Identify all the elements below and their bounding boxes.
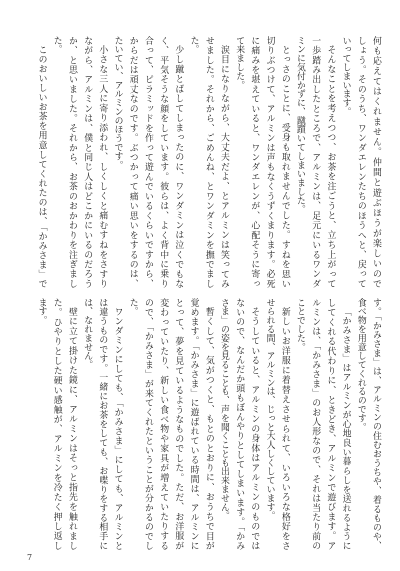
- text-line: せました。それから、ごめんね、とワンダミンを撫でまし: [203, 36, 214, 288]
- text-line: た。ひやりとした硬い感触が、アルミンを冷たく押し返し: [51, 298, 62, 550]
- text-line: そうしていると、アルミンの身体はアルミンのものでは: [249, 306, 260, 550]
- lower-text-block: [33, 298, 383, 550]
- text-line: 何も応えてはくれません。仲間と遊ぶほうが楽しいので: [371, 36, 381, 288]
- text-line: さま」の姿を見ることも、声を聞くことも出来ません。: [218, 298, 229, 521]
- text-line: ます。: [36, 298, 47, 325]
- text-line: た。: [127, 298, 138, 316]
- text-line: とっさのことに、受身も取れませんでした。すねを思い: [279, 44, 290, 288]
- text-line: 変わっていたり、新しい食べ物や家具が増えていたりする: [158, 298, 169, 550]
- text-line: ながら、アルミンは、僕と同じ人はどこかにいるのだろう: [82, 36, 93, 288]
- text-line: た。: [51, 36, 62, 54]
- text-line: たいてい、アルミンのほうです。: [112, 36, 123, 170]
- text-line: は、なれません。: [82, 298, 93, 370]
- text-line: に痛みを堪えていると、ワンダエレンが、心配そうに寄っ: [249, 36, 260, 288]
- text-line: 涙目になりながら、大丈夫だよ、とアルミンは笑ってみ: [218, 44, 229, 288]
- text-line: 覚めます。「かみさま」に遊ばれている時間は、アルミンに: [188, 298, 199, 550]
- text-line: 暫くして、気がつくと、もとのとおりに、おうちで目が: [203, 306, 214, 550]
- text-line: せられる間、アルミンは、じっと大人しくしています。: [264, 298, 275, 521]
- text-line: してくれる代わりに、ときどき、アルミンで遊びます。ア: [325, 298, 336, 550]
- page-number: 7: [27, 553, 33, 562]
- text-line: このおいしいお茶を用意してくれたのは、「かみさま」で: [36, 44, 47, 288]
- text-line: 壁に立て掛けた鏡に、アルミンはそっと指先を触れまし: [66, 306, 77, 550]
- text-line: か、と思いました。それから、お茶のおかわりを注ぎまし: [66, 36, 77, 288]
- text-line: 少し蹴とばしてしまったのに、ワンダミンは泣くでもな: [173, 44, 184, 288]
- text-line: 「かみさま」はアルミンが心地良い暮らしを送れるように: [340, 306, 351, 550]
- text-line: 合って、ピラミッドを作って遊んでいるくらいですから、: [142, 36, 153, 288]
- text-line: て来ました。: [234, 36, 245, 90]
- text-line: ので、「かみさま」が来てくれたということが分かるのでし: [142, 298, 153, 550]
- text-line: 小さな三人に寄り添われ、しくしくと痛むすねをさすり: [97, 44, 108, 288]
- text-line: ルミンは、「かみさま」のお人形なので、それは当たり前の: [310, 298, 321, 550]
- text-line: 切りぶつけて、アルミンは声もなくうずくまります。必死: [264, 36, 275, 288]
- text-line: そんなことを考えつつ、お茶を注ごうと、立ち上がって: [325, 44, 336, 288]
- text-line: しょう。そのうち、ワンダエレンたちのほうへと、戻って: [355, 36, 366, 288]
- text-line: ないので、なんだか頭もぼんやりとしてしまいます。「かみ: [234, 298, 245, 550]
- text-line: とって、夢を見ているようなものでした。ただ、お洋服が: [173, 298, 184, 550]
- text-line: いってしまいます。: [340, 36, 351, 117]
- text-line: す。「かみさま」は、アルミンの住むおうちや、着るものや、: [371, 298, 381, 550]
- text-line: ミンに気付かずに、蹴躓いてしまいました。: [294, 36, 305, 214]
- text-line: ワンダミンにしても、「かみさま」にしても、アルミンと: [112, 306, 123, 550]
- text-line: た。: [188, 36, 199, 54]
- text-line: く、平気そうな顔をしています。彼らは、よく背中に乗り: [158, 36, 169, 288]
- text-line: ことでした。: [294, 298, 305, 352]
- text-line: 食べ物を用意してくれるのです。: [355, 298, 366, 432]
- text-line: からだは頑丈なのです。ぶつかって痛い思いをするのは、: [127, 36, 138, 288]
- text-line: は違うものです。一緒にお茶をしても、お喋りをする相手に: [97, 298, 108, 550]
- upper-text-block: [33, 36, 383, 288]
- text-line: 一歩踏み出したところで、アルミンは、足元にいるワンダ: [310, 36, 321, 288]
- text-line: 新しいお洋服に着替えさせられて、いろいろな格好をさ: [279, 306, 290, 550]
